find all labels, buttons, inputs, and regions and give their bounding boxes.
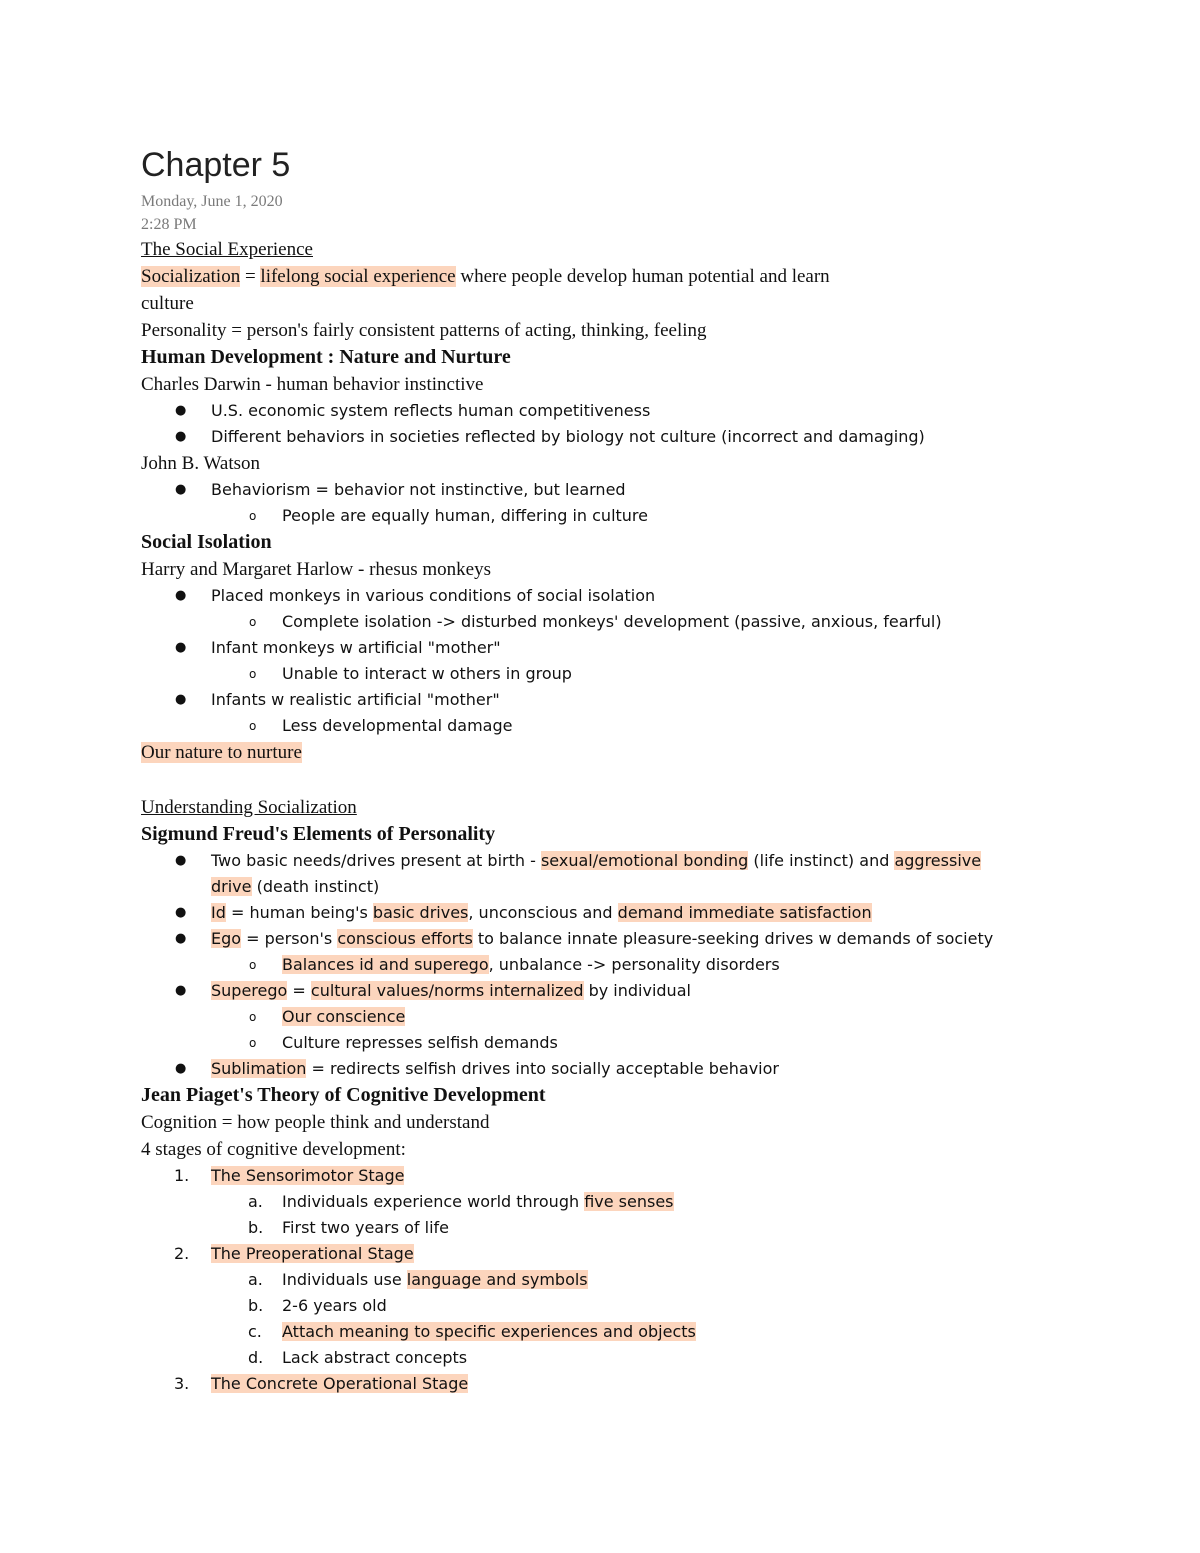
circle-bullet-icon: o [249, 958, 257, 972]
text: , unconscious and [468, 903, 618, 922]
list-number: 1. [174, 1166, 190, 1185]
bullet-icon: ● [175, 640, 187, 655]
circle-bullet-icon: o [249, 615, 257, 629]
highlight: demand immediate satisfaction [617, 903, 872, 922]
bullet-icon: ● [175, 403, 187, 418]
highlight: The Concrete Operational Stage [211, 1374, 469, 1393]
highlight: five senses [584, 1192, 674, 1211]
list-item [141, 1241, 1101, 1267]
text: Unable to interact w others in group [282, 664, 572, 683]
note-date: Monday, June 1, 2020 [141, 193, 283, 210]
cognition-line: Cognition = how people think and understand [141, 1112, 490, 1133]
bullet-icon: ● [175, 692, 187, 707]
section-heading-social-experience: The Social Experience [141, 239, 313, 260]
text: Behaviorism = behavior not instinctive, but learned [211, 480, 626, 499]
list-subitem [141, 1319, 1101, 1345]
list-number: 3. [174, 1374, 190, 1393]
text: U.S. economic system reflects human competitiveness [211, 401, 651, 420]
text: = human being's [225, 903, 373, 922]
freud-list [141, 848, 1101, 1082]
list-letter: d. [248, 1348, 264, 1367]
list-item [141, 687, 1101, 713]
list-item [141, 1371, 1101, 1397]
text: Complete isolation -> disturbed monkeys' development (passive, anxious, fearful) [282, 612, 942, 631]
bullet-icon: ● [175, 1061, 187, 1076]
list-item [141, 583, 1101, 609]
note-time: 2:28 PM [141, 216, 197, 233]
bullet-icon: ● [175, 983, 187, 998]
highlight: Balances id and superego [282, 955, 489, 974]
list-subitem [141, 1030, 1101, 1056]
list-item [141, 424, 1101, 450]
text: Individuals experience world through [282, 1192, 585, 1211]
definition-personality: Personality = person's fairly consistent patterns of acting, thinking, feeling [141, 320, 707, 341]
text: = redirects selfish drives into socially acceptable behavior [306, 1059, 779, 1078]
bullet-icon: ● [175, 905, 187, 920]
list-subitem [141, 1267, 1101, 1293]
text: Individuals use [282, 1270, 407, 1289]
highlight: sexual/emotional bonding [540, 851, 749, 870]
text: First two years of life [282, 1218, 449, 1237]
list-item [141, 1163, 1101, 1189]
list-subitem [141, 1293, 1101, 1319]
bullet-icon: ● [175, 853, 187, 868]
highlight: Superego [211, 981, 288, 1000]
text: = person's [241, 929, 338, 948]
text: 2-6 years old [282, 1296, 387, 1315]
list-subitem [141, 1189, 1101, 1215]
highlight: Sublimation [211, 1059, 307, 1078]
list-subitem [141, 503, 1101, 529]
darwin-list [141, 398, 1101, 450]
list-subitem [141, 952, 1101, 978]
bullet-icon: ● [175, 588, 187, 603]
highlight: aggressive [894, 851, 982, 870]
highlight: drive [211, 877, 252, 896]
list-subitem [141, 1004, 1101, 1030]
list-item [141, 926, 1101, 952]
list-subitem [141, 713, 1101, 739]
blank-line [141, 766, 1101, 794]
circle-bullet-icon: o [249, 1010, 257, 1024]
list-item [141, 978, 1101, 1004]
text: = [240, 266, 261, 287]
list-item [141, 1056, 1101, 1082]
definition-socialization [141, 263, 1101, 290]
list-letter: b. [248, 1296, 264, 1315]
circle-bullet-icon: o [249, 1036, 257, 1050]
highlight: basic drives [372, 903, 469, 922]
highlight: Id [211, 903, 226, 922]
circle-bullet-icon: o [249, 719, 257, 733]
list-subitem [141, 1215, 1101, 1241]
text: Placed monkeys in various conditions of social isolation [211, 586, 656, 605]
list-letter: b. [248, 1218, 264, 1237]
text: to balance innate pleasure-seeking drives w demands of society [472, 929, 994, 948]
text: Lack abstract concepts [282, 1348, 468, 1367]
bullet-icon: ● [175, 429, 187, 444]
text: (death instinct) [251, 877, 380, 896]
list-letter: a. [248, 1192, 263, 1211]
harlow-list [141, 583, 1101, 739]
list-item [141, 477, 1101, 503]
watson-line: John B. Watson [141, 453, 260, 474]
darwin-line: Charles Darwin - human behavior instinctive [141, 374, 484, 395]
text: People are equally human, differing in culture [282, 506, 648, 525]
section-heading-social-isolation: Social Isolation [141, 531, 272, 553]
highlight: Socialization [141, 266, 241, 287]
bullet-icon: ● [175, 482, 187, 497]
text: where people develop human potential and learn [455, 266, 830, 287]
highlight: conscious efforts [337, 929, 473, 948]
highlight: lifelong social experience [260, 266, 456, 287]
list-item [141, 398, 1101, 424]
freud-heading: Sigmund Freud's Elements of Personality [141, 823, 496, 845]
text: (life instinct) and [748, 851, 895, 870]
list-item [141, 900, 1101, 926]
text: Infant monkeys w artificial "mother" [211, 638, 501, 657]
list-letter: a. [248, 1270, 263, 1289]
highlight: language and symbols [406, 1270, 588, 1289]
piaget-heading: Jean Piaget's Theory of Cognitive Development [141, 1084, 546, 1106]
note-page [141, 140, 1101, 1397]
list-subitem [141, 1345, 1101, 1371]
text: Infants w realistic artificial "mother" [211, 690, 500, 709]
conclusion-line [141, 739, 1101, 766]
stages-list [141, 1163, 1101, 1397]
circle-bullet-icon: o [249, 667, 257, 681]
section-heading-nature-nurture: Human Development : Nature and Nurture [141, 346, 511, 368]
bullet-icon: ● [175, 931, 187, 946]
highlight: The Sensorimotor Stage [211, 1166, 405, 1185]
highlight: Ego [211, 929, 242, 948]
text: , unbalance -> personality disorders [488, 955, 780, 974]
highlight: Our nature to nurture [141, 742, 302, 763]
highlight: The Preoperational Stage [211, 1244, 414, 1263]
list-subitem [141, 661, 1101, 687]
highlight: Our conscience [282, 1007, 406, 1026]
harlow-line: Harry and Margaret Harlow - rhesus monkeys [141, 559, 491, 580]
highlight: Attach meaning to specific experiences and objects [282, 1322, 696, 1341]
text: Culture represses selfish demands [282, 1033, 558, 1052]
list-number: 2. [174, 1244, 190, 1263]
highlight: cultural values/norms internalized [310, 981, 584, 1000]
text: by individual [583, 981, 691, 1000]
circle-bullet-icon: o [249, 509, 257, 523]
page-title: Chapter 5 [141, 146, 291, 184]
list-subitem [141, 609, 1101, 635]
watson-list [141, 477, 1101, 529]
text: Two basic needs/drives present at birth - [211, 851, 541, 870]
list-item [141, 848, 1101, 900]
text: = [287, 981, 311, 1000]
text: Less developmental damage [282, 716, 513, 735]
list-item [141, 635, 1101, 661]
list-letter: c. [248, 1322, 262, 1341]
stages-intro: 4 stages of cognitive development: [141, 1139, 406, 1160]
text: Different behaviors in societies reflected by biology not culture (incorrect and damaging) [211, 427, 925, 446]
definition-socialization-wrap: culture [141, 293, 194, 314]
section-heading-understanding: Understanding Socialization [141, 797, 357, 818]
